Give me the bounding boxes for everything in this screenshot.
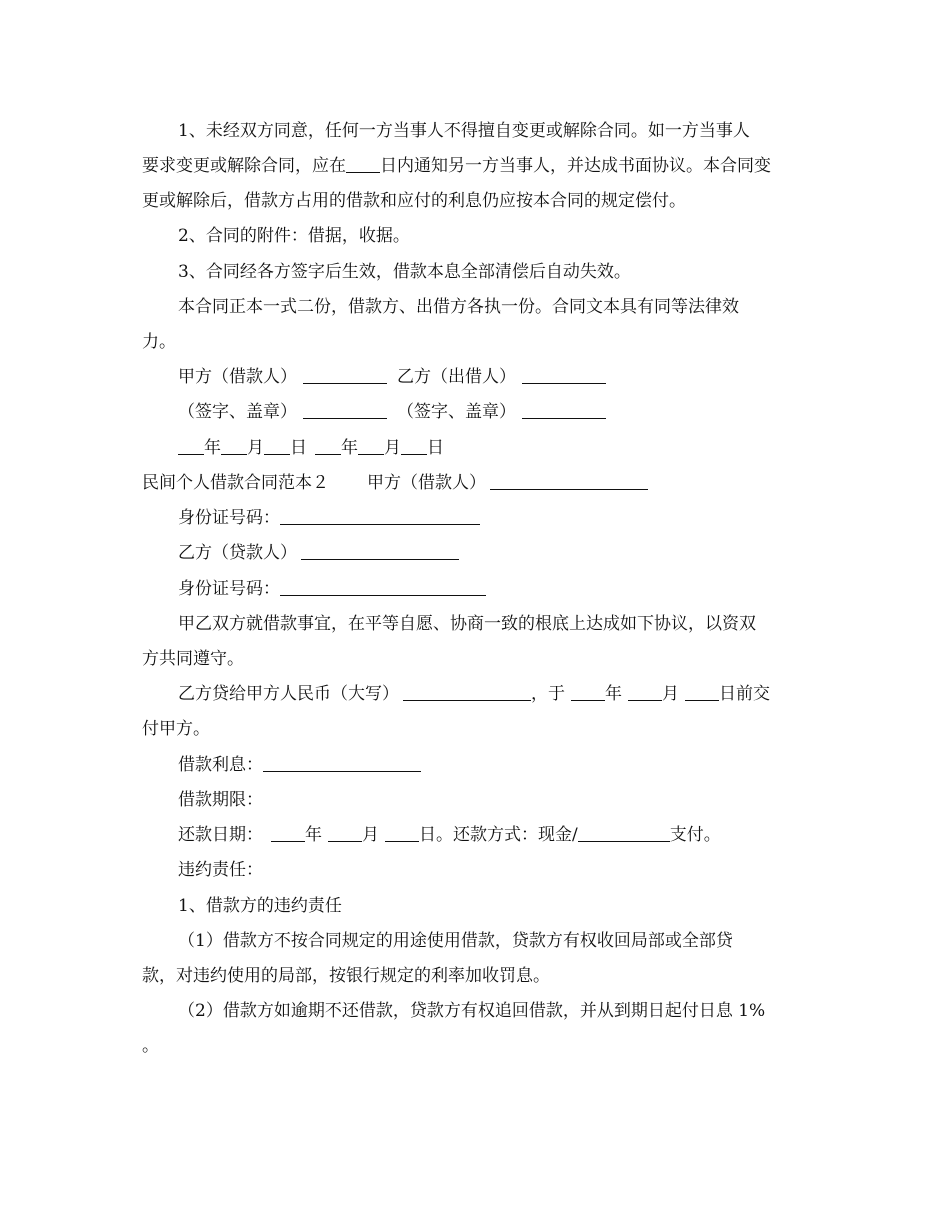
template-2-title-row	[142, 473, 648, 493]
party-b-row	[178, 543, 459, 563]
blank-day	[685, 685, 719, 701]
signature-seal-row	[178, 402, 606, 422]
id-number-label: 身份证号码：	[178, 579, 280, 599]
blank-day	[264, 439, 290, 455]
blank-day	[401, 439, 427, 455]
blank-days	[346, 157, 380, 173]
paragraph-text: 日内通知另一方当事人，并达成书面协议。本合同变	[380, 156, 771, 176]
signature-parties-row	[178, 367, 606, 387]
blank-year	[315, 439, 341, 455]
paragraph-modify-line-1	[178, 121, 750, 141]
blank-party-b	[522, 368, 606, 384]
blank-party-a	[303, 368, 387, 384]
party-a-label: 甲方（借款人）	[367, 473, 486, 493]
party-b-label: 乙方（贷款人）	[178, 543, 297, 563]
blank-interest	[263, 756, 421, 772]
paragraph-effective: 3、合同经各方签字后生效，借款本息全部清偿后自动失效。	[178, 262, 631, 282]
sign-seal-label: （签字、盖章）	[397, 402, 516, 422]
paragraph-text: 要求变更或解除合同，应在	[142, 156, 346, 176]
id-number-label: 身份证号码：	[178, 508, 280, 528]
paragraph-agreement-line-2: 方共同遵守。	[142, 649, 244, 669]
blank-year	[271, 826, 305, 842]
loan-amount-line-2: 付甲方。	[142, 719, 210, 739]
blank-day	[385, 826, 419, 842]
party-b-id-row	[178, 579, 486, 599]
blank-party-a-name	[490, 474, 648, 490]
blank-year	[571, 685, 605, 701]
blank-month	[221, 439, 247, 455]
breach-borrower-title-row: 1、借款方的违约责任	[178, 896, 342, 916]
blank-party-a-id	[280, 509, 480, 525]
blank-party-b-id	[280, 580, 486, 596]
blank-party-b-name	[301, 544, 459, 560]
party-b-label: 乙方（出借人）	[397, 367, 516, 387]
party-a-id-row	[178, 508, 480, 528]
breach-item-1-line-2: 款，对违约使用的局部，按银行规定的利率加收罚息。	[142, 966, 550, 986]
breach-item-2-line-2: 。	[142, 1036, 159, 1056]
template-title: 民间个人借款合同范本２	[142, 473, 329, 493]
breach-item-2-line-1: （2）借款方如逾期不还借款，贷款方有权追回借款，并从到期日起付日息 1%	[178, 1001, 766, 1021]
paragraph-copies-line-2: 力。	[142, 332, 176, 352]
loan-term-row: 借款期限：	[178, 790, 263, 810]
loan-interest-row: 借款利息：	[178, 755, 421, 775]
paragraph-attachment: 2、合同的附件：借据，收据。	[178, 226, 410, 246]
blank-month	[328, 826, 362, 842]
blank-month	[358, 439, 384, 455]
paragraph-agreement-line-1: 甲乙双方就借款事宜，在平等自愿、协商一致的根底上达成如下协议，以资双	[178, 614, 756, 634]
blank-amount	[403, 685, 531, 701]
sign-seal-label: （签字、盖章）	[178, 402, 297, 422]
signature-date-row: 年 月 日 年 月 日	[178, 438, 444, 458]
paragraph-modify-line-2	[142, 156, 771, 176]
loan-amount-line-1: 乙方贷给甲方人民币（大写） ，于 年 月 日前交	[178, 684, 770, 704]
repayment-row: 还款日期： 年 月 日。还款方式：现金/ 支付。	[178, 825, 721, 845]
blank-payment-method	[578, 826, 670, 842]
paragraph-text: 更或解除后，借款方占用的借款和应付的利息仍应按本合同的规定偿付。	[142, 191, 686, 211]
paragraph-text: 1、未经双方同意，任何一方当事人不得擅自变更或解除合同。如一方当事人	[178, 121, 750, 141]
breach-item-1-line-1: （1）借款方不按合同规定的用途使用借款，贷款方有权收回局部或全部贷	[178, 931, 733, 951]
party-a-label: 甲方（借款人）	[178, 367, 297, 387]
blank-seal-b	[522, 403, 606, 419]
blank-month	[628, 685, 662, 701]
paragraph-modify-line-3	[142, 191, 686, 211]
blank-year	[178, 439, 204, 455]
paragraph-copies-line-1: 本合同正本一式二份，借款方、出借方各执一份。合同文本具有同等法律效	[178, 297, 739, 317]
breach-title-row: 违约责任：	[178, 860, 263, 880]
blank-seal-a	[303, 403, 387, 419]
